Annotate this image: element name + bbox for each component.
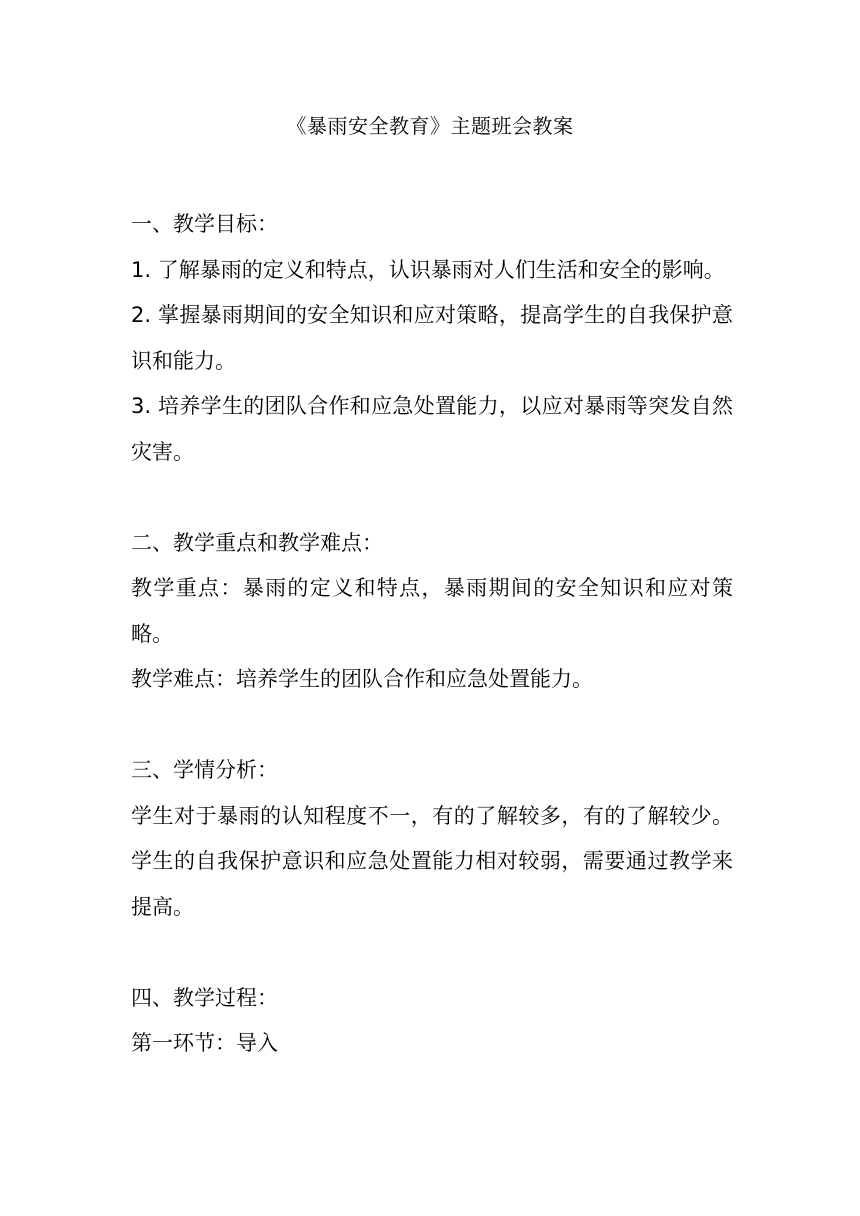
objective-item-1: 1. 了解暴雨的定义和特点，认识暴雨对人们生活和安全的影响。 bbox=[131, 257, 725, 282]
section-spacer bbox=[131, 703, 733, 749]
section-heading-objectives: 一、教学目标： bbox=[131, 212, 278, 236]
teaching-difficulty-paragraph: 教学难点：培养学生的团队合作和应急处置能力。 bbox=[131, 667, 593, 691]
section-heading-student-analysis: 三、学情分析： bbox=[131, 758, 278, 782]
student-analysis-paragraph: 学生对于暴雨的认知程度不一，有的了解较多，有的了解较少。学生的自我保护意识和应急处置能力相对较弱，需要通过教学来提高。 bbox=[131, 803, 733, 919]
process-step-1: 第一环节：导入 bbox=[131, 1031, 278, 1055]
teaching-focus-paragraph: 教学重点：暴雨的定义和特点，暴雨期间的安全知识和应对策略。 bbox=[131, 576, 733, 646]
objective-item-3: 3. 培养学生的团队合作和应急处置能力，以应对暴雨等突发自然灾害。 bbox=[131, 394, 733, 464]
section-spacer bbox=[131, 475, 733, 521]
objective-item-2: 2. 掌握暴雨期间的安全知识和应对策略，提高学生的自我保护意识和能力。 bbox=[131, 303, 733, 373]
section-spacer bbox=[131, 930, 733, 976]
section-heading-key-points: 二、教学重点和教学难点： bbox=[131, 530, 383, 555]
document-title: 《暴雨安全教育》主题班会教案 bbox=[286, 114, 574, 138]
document-body bbox=[131, 202, 733, 1067]
section-heading-teaching-process: 四、教学过程： bbox=[131, 985, 278, 1010]
